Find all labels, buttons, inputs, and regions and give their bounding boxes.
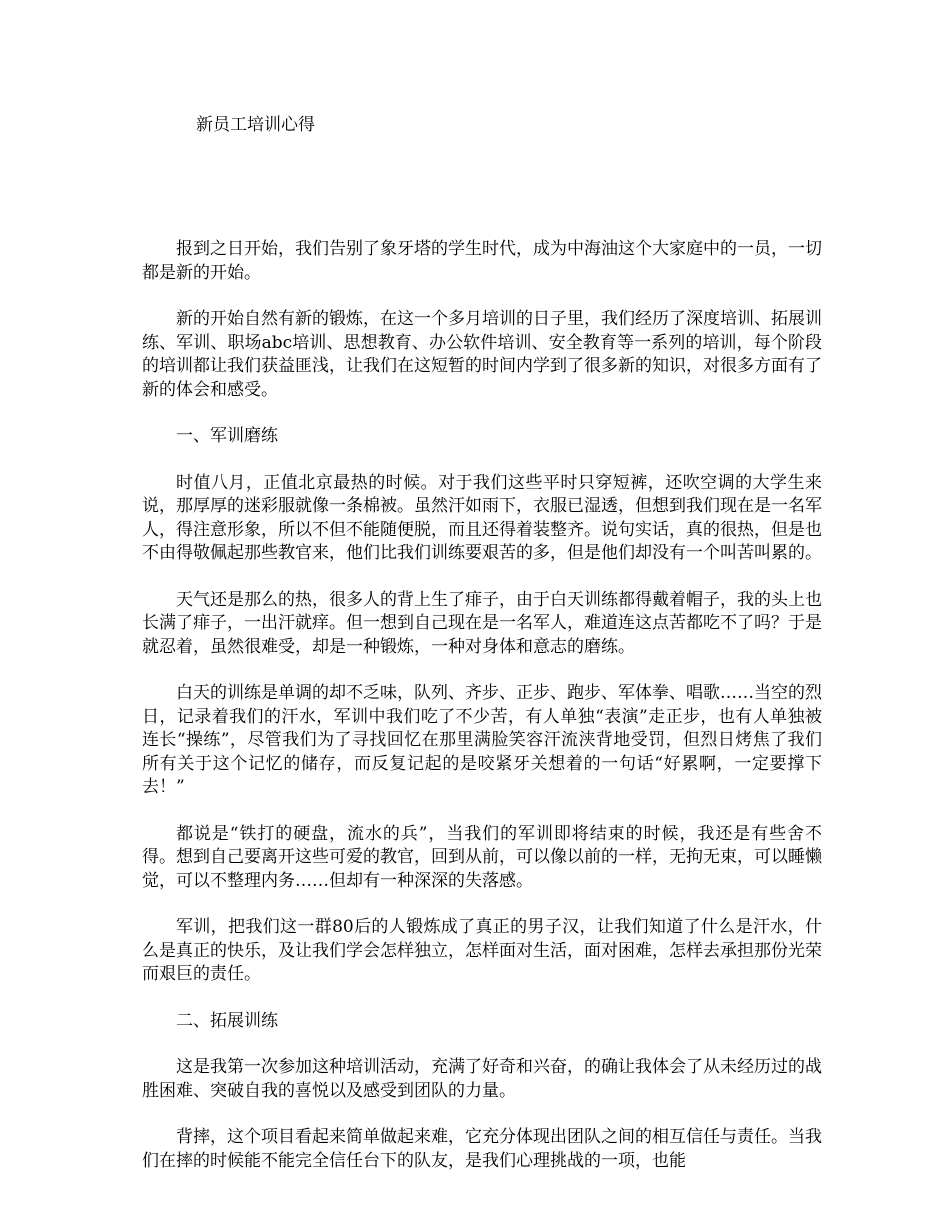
paragraph-daily-drills: 白天的训练是单调的却不乏味，队列、齐步、正步、跑步、军体拳、唱歌……当空的烈日，记录着我们的汗水，军训中我们吃了不少苦，有人单独“表演”走正步，也有人单独被连长“操练”，尽管我们为了寻找回忆在那里满脸笑容汗流浃背地受罚，但烈日烤焦了我们所有关于这个记忆的储存，而反复记起的是咬紧牙关想着的一句话“好累啊，一定要撑下去！” — [142, 683, 822, 797]
section-heading-military-training: 一、军训磨练 — [176, 426, 278, 446]
document-body — [142, 238, 822, 1196]
paragraph-august-heat: 时值八月，正值北京最热的时候。对于我们这些平时只穿短裤，还吹空调的大学生来说，那厚厚的迷彩服就像一条棉被。虽然汗如雨下，衣服已湿透，但想到我们现在是一名军人，得注意形象，所以不但不能随便脱，而且还得着装整齐。说句实话，真的很热，但是也不由得敬佩起那些教官来，他们比我们训练要艰苦的多，但是他们却没有一个叫苦叫累的。 — [142, 472, 822, 563]
paragraph-first-experience: 这是我第一次参加这种培训活动，充满了好奇和兴奋，的确让我体会了从未经历过的战胜困难、突破自我的喜悦以及感受到团队的力量。 — [142, 1057, 822, 1101]
section-heading-outdoor-training: 二、拓展训练 — [176, 1010, 278, 1031]
paragraph-training-overview: 新的开始自然有新的锻炼，在这一个多月培训的日子里，我们经历了深度培训、拓展训练、军训、职场abc培训、思想教育、办公软件培训、安全教育等一系列的培训，每个阶段的培训都让我们获益匪浅，让我们在这短暂的时间内学到了很多新的知识，对很多方面有了新的体会和感受。 — [142, 309, 822, 400]
paragraph-farewell: 都说是“铁打的硬盘，流水的兵”，当我们的军训即将结束的时候，我还是有些舍不得。想到自己要离开这些可爱的教官，回到从前，可以像以前的一样，无拘无束，可以睡懒觉，可以不整理内务……但却有一种深深的失落感。 — [142, 823, 822, 891]
document-title: 新员工培训心得 — [196, 115, 315, 135]
paragraph-military-summary: 军训，把我们这一群80后的人锻炼成了真正的男子汉，让我们知道了什么是汗水，什么是真正的快乐，及让我们学会怎样独立，怎样面对生活，面对困难，怎样去承担那份光荣而艰巨的责任。 — [142, 917, 822, 984]
paragraph-prickly-heat: 天气还是那么的热，很多人的背上生了痱子，由于白天训练都得戴着帽子，我的头上也长满了痱子，一出汗就痒。但一想到自己现在是一名军人，难道连这点苦都吃不了吗？于是就忍着，虽然很难受，却是一种锻炼，一种对身体和意志的磨练。 — [142, 589, 822, 657]
paragraph-trust-fall: 背摔，这个项目看起来简单做起来难，它充分体现出团队之间的相互信任与责任。当我们在摔的时候能不能完全信任台下的队友，是我们心理挑战的一项，也能 — [142, 1127, 822, 1171]
paragraph-intro: 报到之日开始，我们告别了象牙塔的学生时代，成为中海油这个大家庭中的一员，一切都是新的开始。 — [142, 239, 822, 283]
